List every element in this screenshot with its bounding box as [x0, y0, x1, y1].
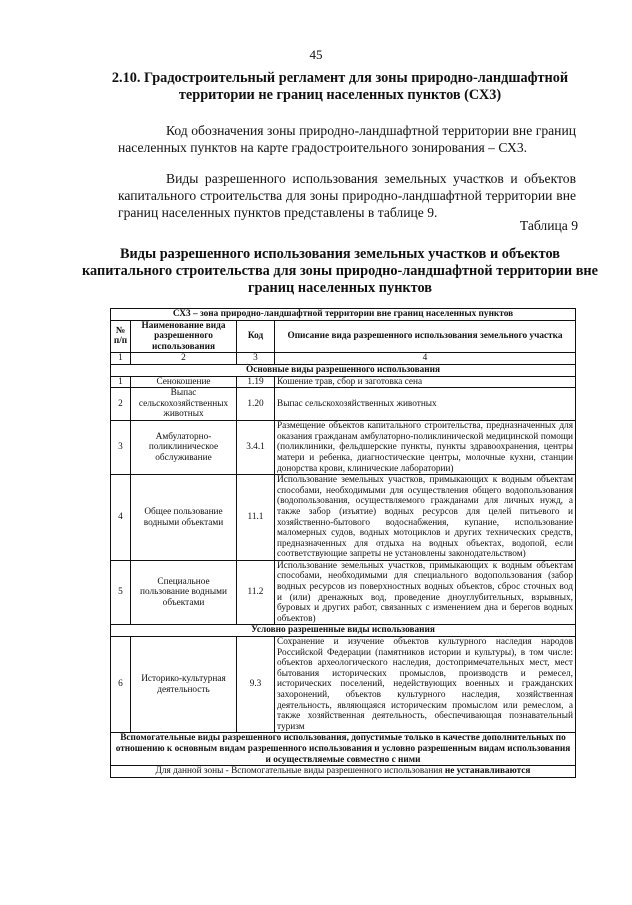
col-number: 4 [275, 353, 576, 365]
row-description: Размещение объектов капитального строительства, предназначенных для оказания гражданам амбулаторно-поликлинической медицинской помощи (поликлиники, фельдшерские пункты, пункты здравоохранения, центры матери и ребенка, диагностические центры, молочные кухни, станции донорства крови, клинические лаборатории) [275, 421, 576, 475]
row-name: Специальное пользование водными объектами [131, 560, 237, 625]
row-description: Использование земельных участков, примыкающих к водным объектам способами, необходимыми для специального водопользования (забор водных ресурсов из поверхностных водных объектов, сброс сточных вод и (или) дренажных вод, проведение дноуглубительных, взрывных, буровых и других работ, связанных с изменением дна и берегов водных объектов) [275, 560, 576, 625]
section-main-uses: Основные виды разрешенного использования [111, 364, 576, 376]
row-description: Сохранение и изучение объектов культурного наследия народов Российской Федерации (памятников истории и культуры), в том числе: объектов археологического наследия, достопримечательных мест, мест бытования исторических промыслов, производств и ремесел, исторических поселений, недействующих военных и гражданских захоронений, объектов культурного наследия, хозяйственная деятельность, являющаяся историческим промыслом или ремеслом, а также хозяйственная деятельность, обеспечивающая познавательный туризм [275, 637, 576, 733]
paragraph-uses-intro [118, 170, 576, 221]
col-number: 2 [131, 353, 237, 365]
paragraph-text: Код обозначения зоны природно-ландшафтной территории вне границ населенных пунктов на карте градостроительного зонирования – СХ3. [118, 123, 576, 155]
paragraph-text: Виды разрешенного использования земельных участков и объектов капитального строительства для зоны природно-ландшафтной территории вне границ населенных пунктов представлены в таблице 9. [118, 171, 576, 220]
section-conditional-uses: Условно разрешенные виды использования [111, 625, 576, 637]
table-row [111, 560, 576, 625]
row-name: Амбулаторно-поликлиническое обслуживание [131, 421, 237, 475]
paragraph-zone-code [118, 122, 576, 156]
auxiliary-note-emphasis: не устанавливаются [444, 766, 531, 777]
col-header-name: Наименование вида разрешенного использования [131, 320, 237, 353]
table-title: Виды разрешенного использования земельных участков и объектов капитального строительства для зоны природно-ландшафтной территории вне границ населенных пунктов [82, 246, 598, 296]
page-number: 45 [309, 47, 323, 62]
table-row [111, 388, 576, 421]
section-auxiliary-uses: Вспомогательные виды разрешенного использования, допустимые только в качестве дополнительных по отношению к основным видам разрешенного использования и условно разрешенным видам использования и осуществляемые совместно с ними [111, 733, 576, 766]
col-header-description: Описание вида разрешенного использования земельного участка [275, 320, 576, 353]
row-num: 4 [111, 475, 131, 561]
row-num: 3 [111, 421, 131, 475]
col-header-num: № п/п [111, 320, 131, 353]
row-code: 11.2 [237, 560, 275, 625]
row-code: 1.20 [237, 388, 275, 421]
row-name: Выпас сельскохозяйственных животных [131, 388, 237, 421]
col-header-code: Код [237, 320, 275, 353]
row-code: 3.4.1 [237, 421, 275, 475]
permitted-uses-table [110, 308, 576, 778]
row-name: Сенокошение [131, 376, 237, 388]
table-row [111, 421, 576, 475]
table-label: Таблица 9 [519, 218, 578, 233]
zone-header: СХ3 – зона природно-ландшафтной территории вне границ населенных пунктов [111, 309, 576, 321]
row-code: 9.3 [237, 637, 275, 733]
auxiliary-note [111, 766, 576, 778]
table-row [111, 475, 576, 561]
section-heading: 2.10. Градостроительный регламент для зоны природно-ландшафтной территории не границ населенных пунктов (СХ3) [111, 70, 569, 103]
row-code: 11.1 [237, 475, 275, 561]
col-number: 1 [111, 353, 131, 365]
row-num: 1 [111, 376, 131, 388]
row-name: Общее пользование водными объектами [131, 475, 237, 561]
row-description: Использование земельных участков, примыкающих к водным объектам способами, необходимыми для осуществления общего водопользования (водопользования, осуществляемого гражданами для личных нужд, а также забор (изъятие) водных ресурсов для целей питьевого и хозяйственно-бытового водоснабжения, купание, использование маломерных судов, водных мотоциклов и других технических средств, предназначенных для отдыха на водных объектах, водопой, если соответствующие запреты не установлены законодательством) [275, 475, 576, 561]
row-num: 2 [111, 388, 131, 421]
row-description: Выпас сельскохозяйственных животных [275, 388, 576, 421]
col-number: 3 [237, 353, 275, 365]
table-row [111, 376, 576, 388]
row-num: 5 [111, 560, 131, 625]
row-num: 6 [111, 637, 131, 733]
row-code: 1.19 [237, 376, 275, 388]
auxiliary-note-text: Для данной зоны - Вспомогательные виды разрешенного использования [155, 766, 443, 777]
row-description: Кошение трав, сбор и заготовка сена [275, 376, 576, 388]
row-name: Историко-культурная деятельность [131, 637, 237, 733]
table-row [111, 637, 576, 733]
